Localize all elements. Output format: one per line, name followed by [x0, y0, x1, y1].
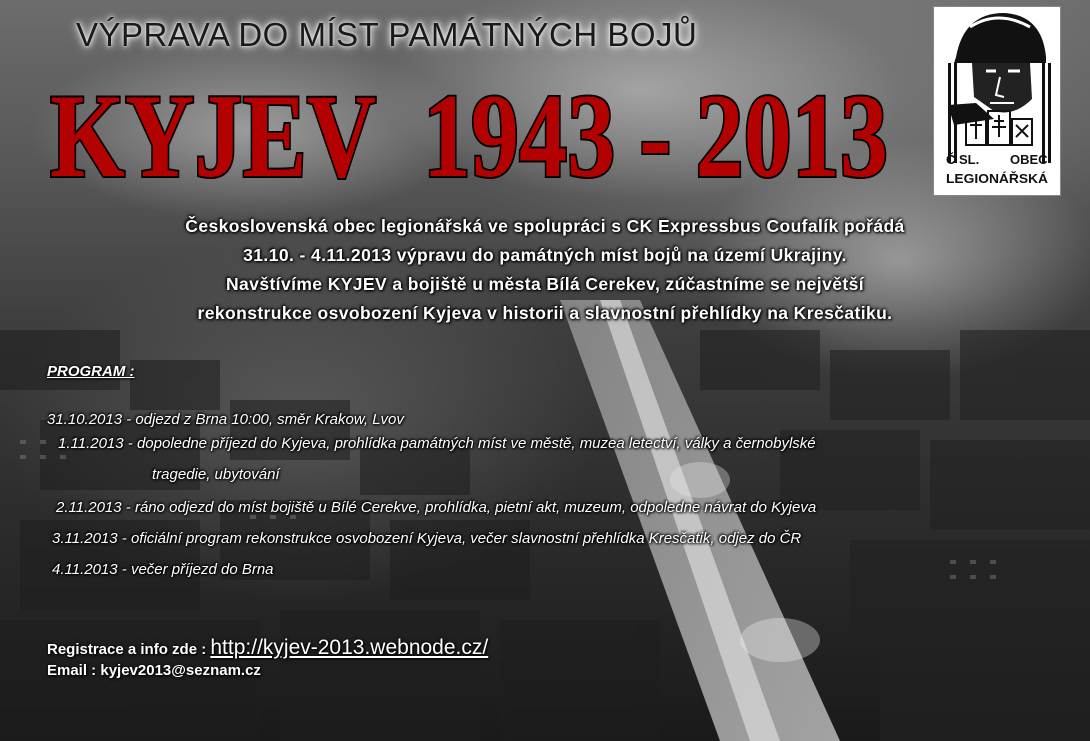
program-item: 31.10.2013 - odjezd z Brna 10:00, směr Krakow, Lvov: [47, 411, 404, 428]
email-line: Email : kyjev2013@seznam.cz: [47, 662, 261, 679]
intro-line: Československá obec legionářská ve spolupráci s CK Expressbus Coufalík pořádá: [185, 216, 905, 236]
main-title-text: KYJEV 1943 - 2013: [50, 69, 888, 198]
expedition-subtitle: VÝPRAVA DO MÍST PAMÁTNÝCH BOJŮ: [76, 16, 698, 53]
logo-line3: LEGIONÁŘSKÁ: [946, 171, 1049, 186]
registration-label: Registrace a info zde :: [47, 641, 211, 658]
intro-text: [0, 212, 1090, 328]
registration-link[interactable]: http://kyjev-2013.webnode.cz/: [210, 636, 489, 659]
registration-line: [47, 636, 488, 660]
logo-line1: Č SL.: [946, 152, 980, 167]
program-heading: PROGRAM :: [47, 363, 135, 380]
program-item: 2.11.2013 - ráno odjezd do míst bojiště u Bílé Cerekve, prohlídka, pietní akt, muzeum, odpoledne návrat do Kyjeva: [56, 499, 817, 516]
program-item: 1.11.2013 - dopoledne příjezd do Kyjeva, prohlídka památných míst ve městě, muzea letectví, války a černobylské: [58, 435, 816, 452]
main-title: [50, 58, 900, 198]
logo-line2: OBEC: [1010, 152, 1048, 167]
program-item: 4.11.2013 - večer příjezd do Brna: [52, 561, 274, 578]
soldier-emblem: [934, 7, 1060, 195]
intro-line: rekonstrukce osvobození Kyjeva v historii a slavnostní přehlídky na Kresčatiku.: [197, 303, 893, 323]
program-item: tragedie, ubytování: [152, 466, 280, 483]
intro-line: 31.10. - 4.11.2013 výpravu do památných míst bojů na území Ukrajiny.: [243, 245, 847, 265]
intro-line: Navštívíme KYJEV a bojiště u města Bílá Cerekev, zúčastníme se největší: [226, 274, 864, 294]
program-item: 3.11.2013 - oficiální program rekonstrukce osvobození Kyjeva, večer slavnostní přehlídka Kresčatik, odjez do ČR: [52, 530, 802, 547]
legion-logo: [933, 6, 1061, 196]
